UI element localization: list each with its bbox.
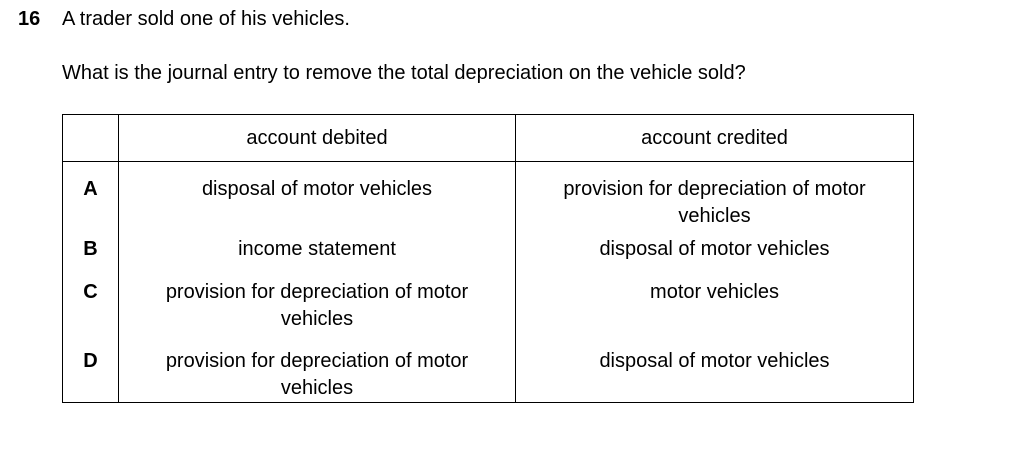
question-text: A trader sold one of his vehicles. [62, 8, 350, 30]
option-credit-line1: provision for depreciation of motor [563, 178, 866, 200]
option-letter: D [63, 345, 119, 403]
option-credit-line2: vehicles [678, 205, 751, 227]
answer-options-table [62, 114, 914, 403]
option-letter: A [63, 162, 119, 233]
option-debit-line1: provision for depreciation of motor [165, 350, 469, 372]
option-credit [516, 162, 914, 233]
option-row-b [63, 232, 914, 276]
option-debit: income statement [119, 232, 516, 276]
option-debit-line1: provision for depreciation of motor [165, 281, 469, 303]
option-row-a [63, 162, 914, 233]
question-prompt: What is the journal entry to remove the total depreciation on the vehicle sold? [62, 62, 746, 84]
table-header-row [63, 115, 914, 162]
option-debit: disposal of motor vehicles [119, 162, 516, 233]
option-credit: disposal of motor vehicles [516, 232, 914, 276]
question-number: 16 [18, 8, 41, 30]
option-credit: motor vehicles [516, 276, 914, 345]
header-account-credited: account credited [516, 115, 914, 162]
option-row-c [63, 276, 914, 345]
option-debit [119, 276, 516, 345]
option-letter: B [63, 232, 119, 276]
option-debit [119, 345, 516, 403]
header-letter [63, 115, 119, 162]
option-debit-line2: vehicles [280, 377, 354, 399]
option-row-d [63, 345, 914, 403]
header-account-debited: account debited [119, 115, 516, 162]
option-debit-line2: vehicles [280, 308, 354, 330]
option-letter: C [63, 276, 119, 345]
option-credit: disposal of motor vehicles [516, 345, 914, 403]
